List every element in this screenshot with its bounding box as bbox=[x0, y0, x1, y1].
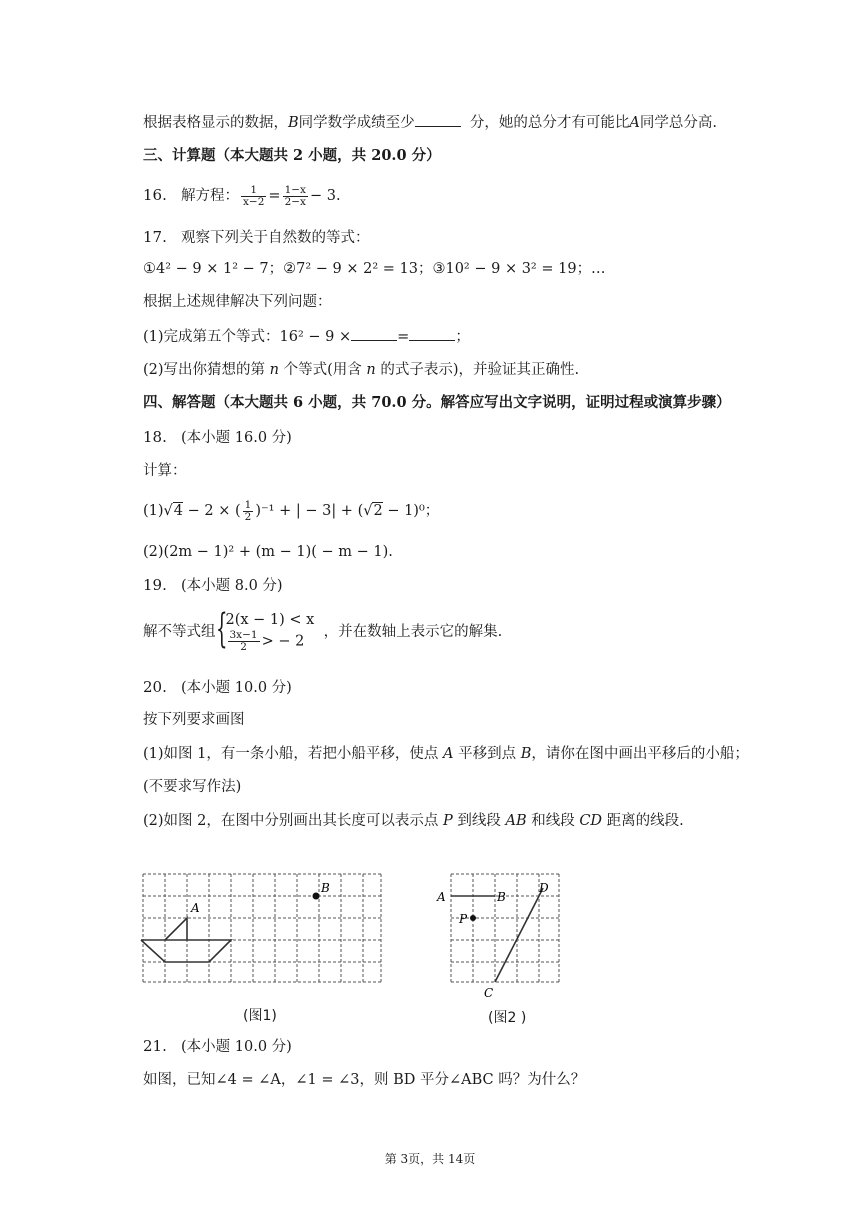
question-18-header bbox=[143, 427, 800, 448]
boat-shape bbox=[141, 918, 231, 962]
q20-sub2: (2)如图 2，在图中分别画出其长度可以表示点 P 到线段 AB 和线段 CD 距离的线段. bbox=[143, 813, 684, 829]
q19-body: 解不等式组 { 2(x − 1) < x $\frac{3x-1}{2}$ > − 2 ，并在数轴上表示它的解集. bbox=[143, 606, 503, 653]
q17-sub1: (1)完成第五个等式：16² − 9 × = ； bbox=[143, 326, 800, 347]
score-label: (本小题 10.0 分) bbox=[181, 680, 292, 696]
score-label: (本小题 10.0 分) bbox=[181, 1039, 292, 1055]
label-d: D bbox=[539, 881, 549, 895]
var-a: A bbox=[629, 115, 640, 131]
fraction-2: $\frac{1-x}{2-x}$ bbox=[284, 183, 306, 208]
answer-blank bbox=[409, 326, 455, 341]
score-label: (本小题 8.0 分) bbox=[181, 578, 283, 594]
figure-1-boat-grid bbox=[138, 868, 388, 988]
intro-text-3: 分，她的总分才有可能比 bbox=[469, 115, 630, 131]
question-19-header bbox=[143, 575, 800, 596]
label-p: P bbox=[459, 912, 468, 926]
section-4-title: 四、解答题（本大题共 6 小题，共 70.0 分。解答应写出文字说明，证明过程或演算步骤） bbox=[143, 394, 731, 411]
point-b-marker bbox=[313, 893, 320, 900]
q20-sub1: (1)如图 1，有一条小船，若把小船平移，使点 A 平移到点 B，请你在图中画出平移后的小船； bbox=[143, 746, 749, 762]
label-b: B bbox=[497, 890, 506, 904]
inequality-system: { 2(x − 1) < x $\frac{3x-1}{2}$ > − 2 bbox=[215, 606, 315, 653]
question-number: 20. bbox=[143, 678, 167, 696]
label-c: C bbox=[484, 986, 494, 1000]
q17-instruction: 根据上述规律解决下列问题： bbox=[143, 294, 332, 310]
section-3-title: 三、计算题（本大题共 2 小题，共 20.0 分） bbox=[143, 147, 441, 164]
question-17-stem: 17. 观察下列关于自然数的等式： bbox=[143, 228, 370, 246]
q16-label: 解方程： bbox=[181, 188, 239, 204]
q20-instruction: 按下列要求画图 bbox=[143, 712, 245, 728]
q21-text: 如图，已知∠4 = ∠A，∠1 = ∠3，则 BD 平分∠ABC 吗？为什么？ bbox=[143, 1072, 586, 1088]
q17-sub2: (2)写出你猜想的第 n 个等式(用含 n 的式子表示)，并验证其正确性. bbox=[143, 362, 580, 378]
intro-text-2: 同学数学成绩至少 bbox=[298, 115, 415, 131]
page-footer: 第 3页，共 14页 bbox=[384, 1152, 476, 1166]
q20-sub1-note: (不要求写作法) bbox=[143, 779, 242, 795]
fraction-1: $\frac{1}{x-2}$ bbox=[243, 183, 265, 208]
score-label: (本小题 16.0 分) bbox=[181, 430, 292, 446]
point-p-marker bbox=[470, 915, 476, 921]
question-20-header bbox=[143, 677, 800, 698]
answer-blank bbox=[351, 326, 397, 341]
q18-sub2: (2)(2m − 1)² + (m − 1)( − m − 1). bbox=[143, 544, 393, 560]
figure-2-grid bbox=[433, 868, 565, 1000]
intro-line bbox=[143, 112, 800, 133]
figure-1-caption: (图1) bbox=[243, 1008, 277, 1024]
answer-blank bbox=[415, 112, 461, 127]
grid-lines bbox=[143, 874, 381, 982]
question-number: 21. bbox=[143, 1037, 167, 1055]
intro-text-4: 同学总分高. bbox=[639, 115, 717, 131]
figure-2-caption: (图2 ) bbox=[488, 1010, 527, 1026]
question-21-header bbox=[143, 1036, 800, 1057]
q18-instruction: 计算： bbox=[143, 463, 187, 479]
question-number: 19. bbox=[143, 576, 167, 594]
q17-examples: ①4² − 9 × 1² − 7；②7² − 9 × 2² = 13；③10² − 9 × 3² = 19；… bbox=[143, 261, 606, 277]
intro-text-1: 根据表格显示的数据， bbox=[143, 115, 288, 131]
var-b: B bbox=[288, 115, 299, 131]
label-b: B bbox=[321, 881, 330, 895]
label-a: A bbox=[191, 901, 200, 915]
question-number: 16. bbox=[143, 186, 167, 204]
label-a: A bbox=[437, 890, 446, 904]
question-number: 18. bbox=[143, 428, 167, 446]
question-number: 17. bbox=[143, 228, 167, 246]
q18-sub1: (1)√4 − 2 × ( $\frac{1}{2}$ )⁻¹ + | − 3| + (√2 − 1)⁰； bbox=[143, 498, 440, 523]
question-16: 16. 解方程： $\frac{1}{x-2}$ = $\frac{1-x}{2-x}$ − 3. bbox=[143, 181, 800, 210]
